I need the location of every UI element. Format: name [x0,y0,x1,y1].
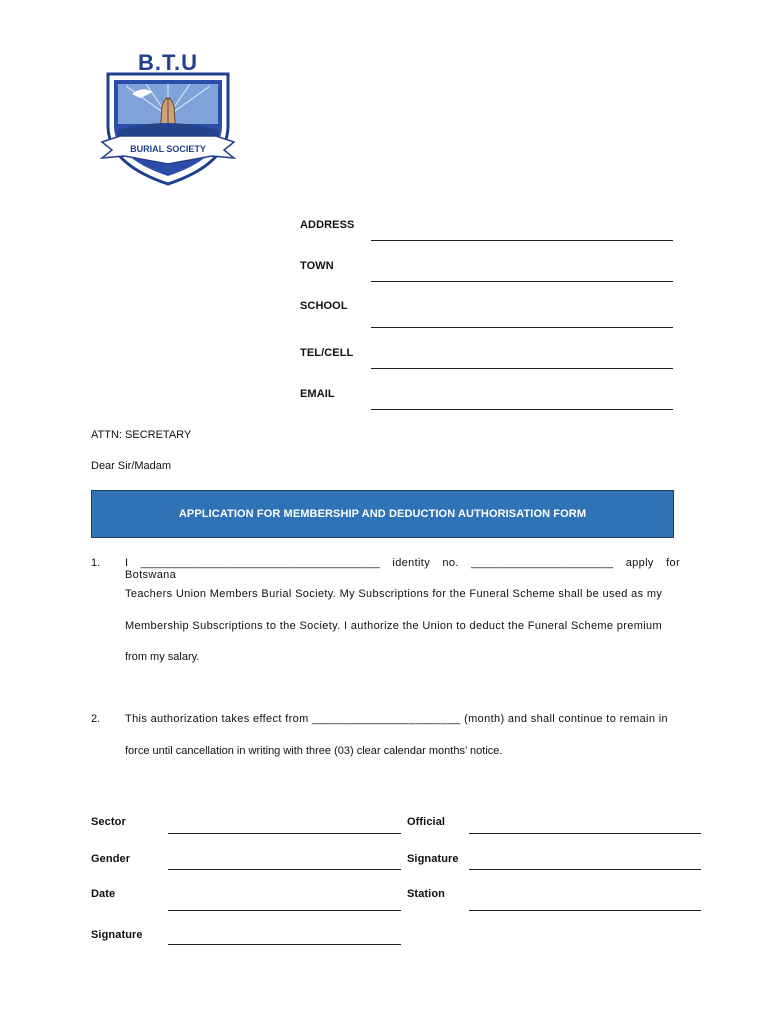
sector-label: Sector [91,816,126,828]
signature-right-label: Signature [407,853,459,865]
station-label: Station [407,888,445,900]
date-label: Date [91,888,116,900]
school-field[interactable] [371,327,673,328]
form-title-banner: APPLICATION FOR MEMBERSHIP AND DEDUCTION AUTHORISATION FORM [91,490,674,538]
clause-1-number: 1. [91,557,101,569]
email-label: EMAIL [300,388,335,400]
logo-ribbon-text: BURIAL SOCIETY [130,144,206,154]
email-field[interactable] [371,409,673,410]
date-field[interactable] [168,910,401,911]
official-field[interactable] [469,833,701,834]
station-field[interactable] [469,910,701,911]
clause-1-line-2: Teachers Union Members Burial Society. My Subscriptions for the Funeral Scheme shall be used as my [125,588,663,600]
address-label: ADDRESS [300,219,355,231]
town-field[interactable] [371,281,673,282]
signature-right-field[interactable] [469,869,701,870]
clause-2-number: 2. [91,713,101,725]
official-label: Official [407,816,446,828]
school-label: SCHOOL [300,300,348,312]
tel-cell-label: TEL/CELL [300,347,354,359]
clause-2-line-1: This authorization takes effect from _______________________ (month) and shall continue to remain in [125,713,668,725]
logo-title: B.T.U [138,50,198,75]
clause-1-line-1: I _____________________________________ identity no. ______________________ apply for Botswana [125,557,680,581]
salutation: Dear Sir/Madam [91,460,172,472]
clause-1-line-4: from my salary. [125,651,200,663]
gender-field[interactable] [168,869,401,870]
gender-label: Gender [91,853,131,865]
tel-cell-field[interactable] [371,368,673,369]
clause-2-line-2: force until cancellation in writing with three (03) clear calendar months’ notice. [125,745,503,757]
address-field[interactable] [371,240,673,241]
sector-field[interactable] [168,833,401,834]
btu-burial-society-logo [96,46,240,186]
clause-1-line-3: Membership Subscriptions to the Society. I authorize the Union to deduct the Funeral Scheme premium [125,620,663,632]
attn-line: ATTN: SECRETARY [91,429,192,441]
town-label: TOWN [300,260,334,272]
signature-left-field[interactable] [168,944,401,945]
signature-left-label: Signature [91,929,143,941]
